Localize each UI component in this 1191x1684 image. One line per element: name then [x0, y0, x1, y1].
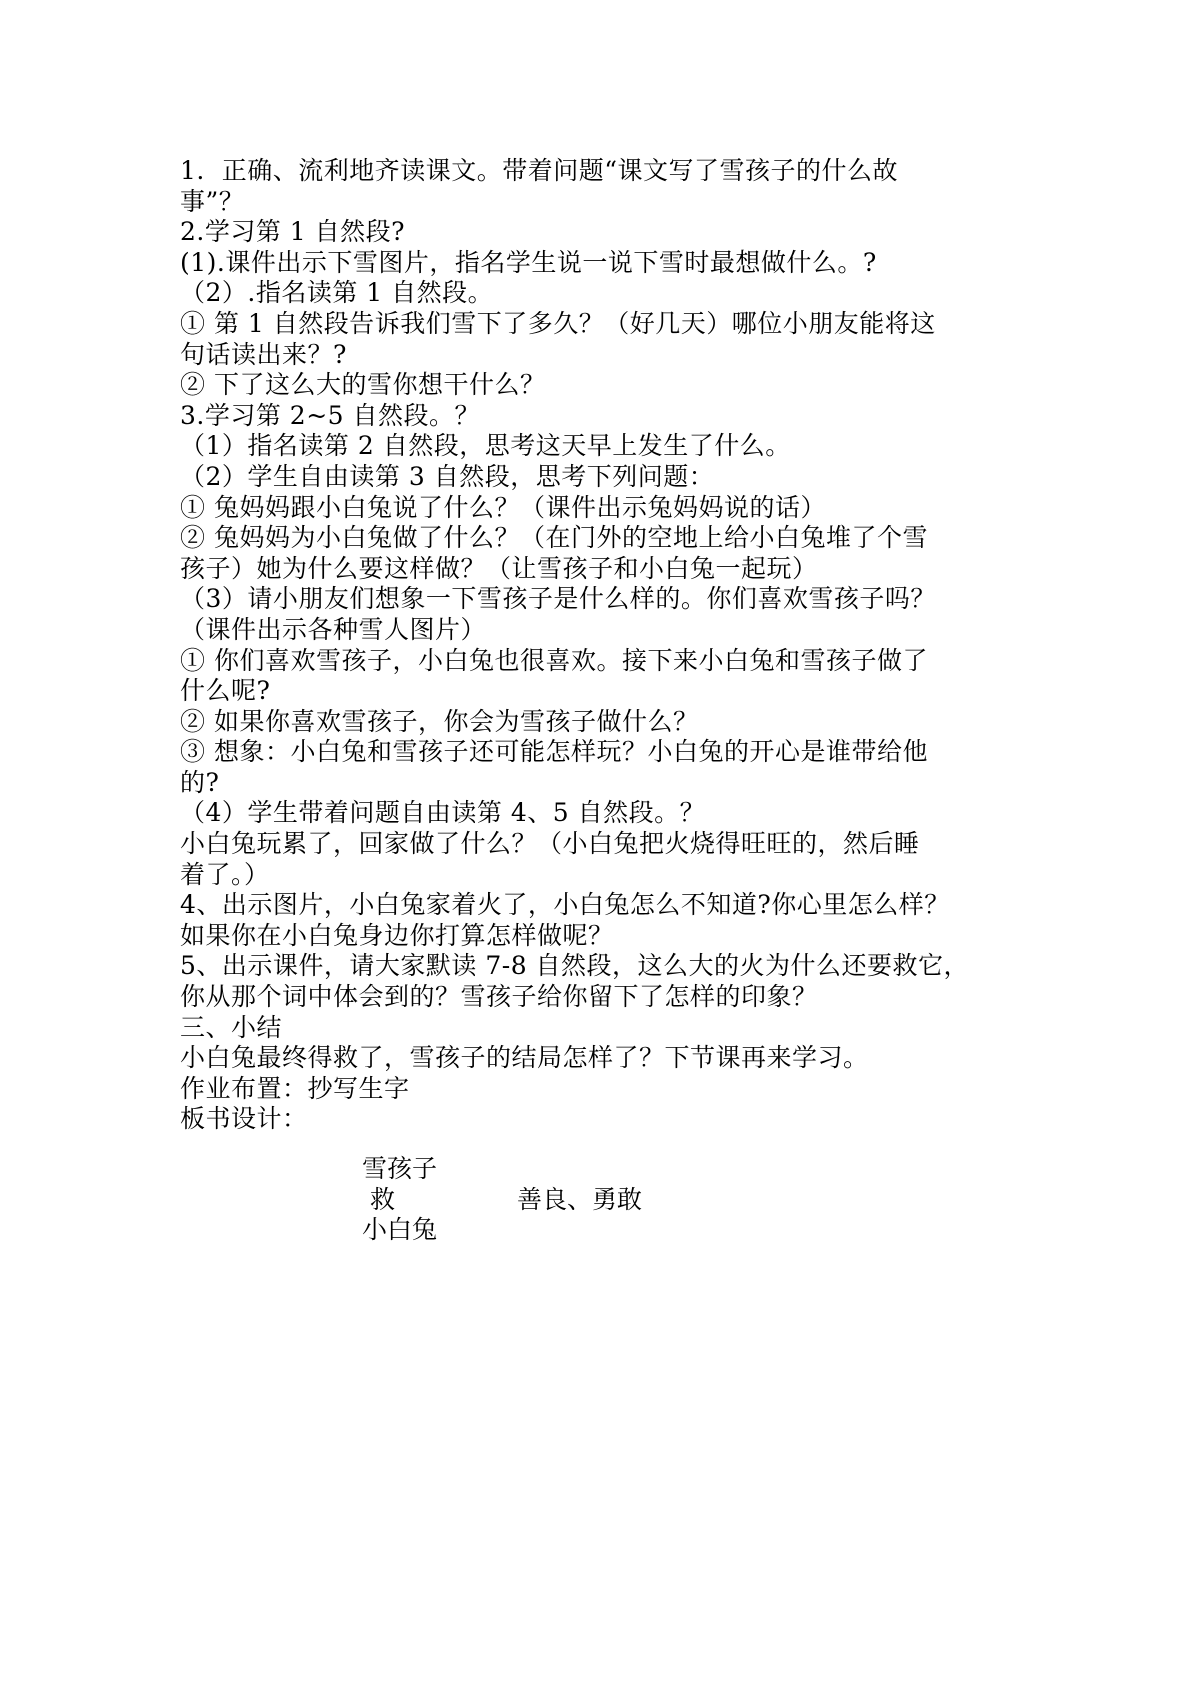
text-line: 什么呢?	[180, 676, 271, 706]
text-line: ① 你们喜欢雪孩子，小白兔也很喜欢。接下来小白兔和雪孩子做了	[180, 645, 928, 675]
text-line: 2.学习第 1 自然段?	[180, 217, 406, 247]
text-line: 3.学习第 2~5 自然段。？	[180, 400, 481, 430]
board-middle-text: 救	[370, 1184, 396, 1214]
text-line: ② 兔妈妈为小白兔做了什么？（在门外的空地上给小白兔堆了个雪	[180, 523, 928, 553]
text-line: 小白兔最终得救了，雪孩子的结局怎样了？下节课再来学习。	[180, 1043, 869, 1073]
text-line: （2）.指名读第 1 自然段。	[180, 278, 494, 308]
text-line: 着了。）	[180, 859, 270, 889]
text-line: ② 如果你喜欢雪孩子，你会为雪孩子做什么？	[180, 706, 699, 736]
text-line: 5、出示课件，请大家默读 7-8 自然段，这么大的火为什么还要救它，	[180, 951, 970, 981]
text-line: 的?	[180, 767, 220, 797]
text-line: ① 兔妈妈跟小白兔说了什么？（课件出示兔妈妈说的话）	[180, 492, 826, 522]
text-line: ② 下了这么大的雪你想干什么？	[180, 370, 546, 400]
text-line: 你从那个词中体会到的？雪孩子给你留下了怎样的印象？	[180, 982, 818, 1012]
document-body	[180, 156, 1020, 1135]
text-line: （2）学生自由读第 3 自然段，思考下列问题：	[180, 461, 715, 491]
text-line: (1).课件出示下雪图片，指名学生说一说下雪时最想做什么。?	[180, 247, 877, 277]
text-line: 小白兔玩累了，回家做了什么？（小白兔把火烧得旺旺的，然后睡	[180, 829, 920, 859]
text-line: 三、小结	[180, 1012, 283, 1042]
text-line: （课件出示各种雪人图片）	[180, 614, 487, 644]
text-line: 板书设计：	[180, 1104, 308, 1134]
board-bottom-text: 小白兔	[362, 1215, 438, 1245]
text-line: （3）请小朋友们想象一下雪孩子是什么样的。你们喜欢雪孩子吗？	[180, 584, 936, 614]
text-line: 孩子）她为什么要这样做？（让雪孩子和小白兔一起玩）	[180, 553, 818, 583]
text-line: ① 第 1 自然段告诉我们雪下了多久？（好几天）哪位小朋友能将这	[180, 308, 936, 338]
text-line: 句话读出来？?	[180, 339, 347, 369]
text-line: （1）指名读第 2 自然段，思考这天早上发生了什么。	[180, 431, 791, 461]
text-line: 作业布置：抄写生字	[180, 1073, 410, 1103]
blackboard-design	[180, 1154, 880, 1254]
text-line: 1. 正确、流利地齐读课文。带着问题“课文写了雪孩子的什么故	[180, 156, 899, 185]
board-top-text: 雪孩子	[362, 1154, 438, 1183]
text-line: 4、出示图片，小白兔家着火了，小白兔怎么不知道?你心里怎么样？	[180, 890, 950, 920]
text-line: （4）学生带着问题自由读第 4、5 自然段。？	[180, 798, 706, 828]
text-line: 事”？	[180, 186, 245, 216]
text-line: ③ 想象：小白兔和雪孩子还可能怎样玩？小白兔的开心是谁带给他	[180, 737, 928, 767]
board-right-text: 善良、勇敢	[517, 1184, 643, 1214]
text-line: 如果你在小白兔身边你打算怎样做呢？	[180, 920, 614, 950]
